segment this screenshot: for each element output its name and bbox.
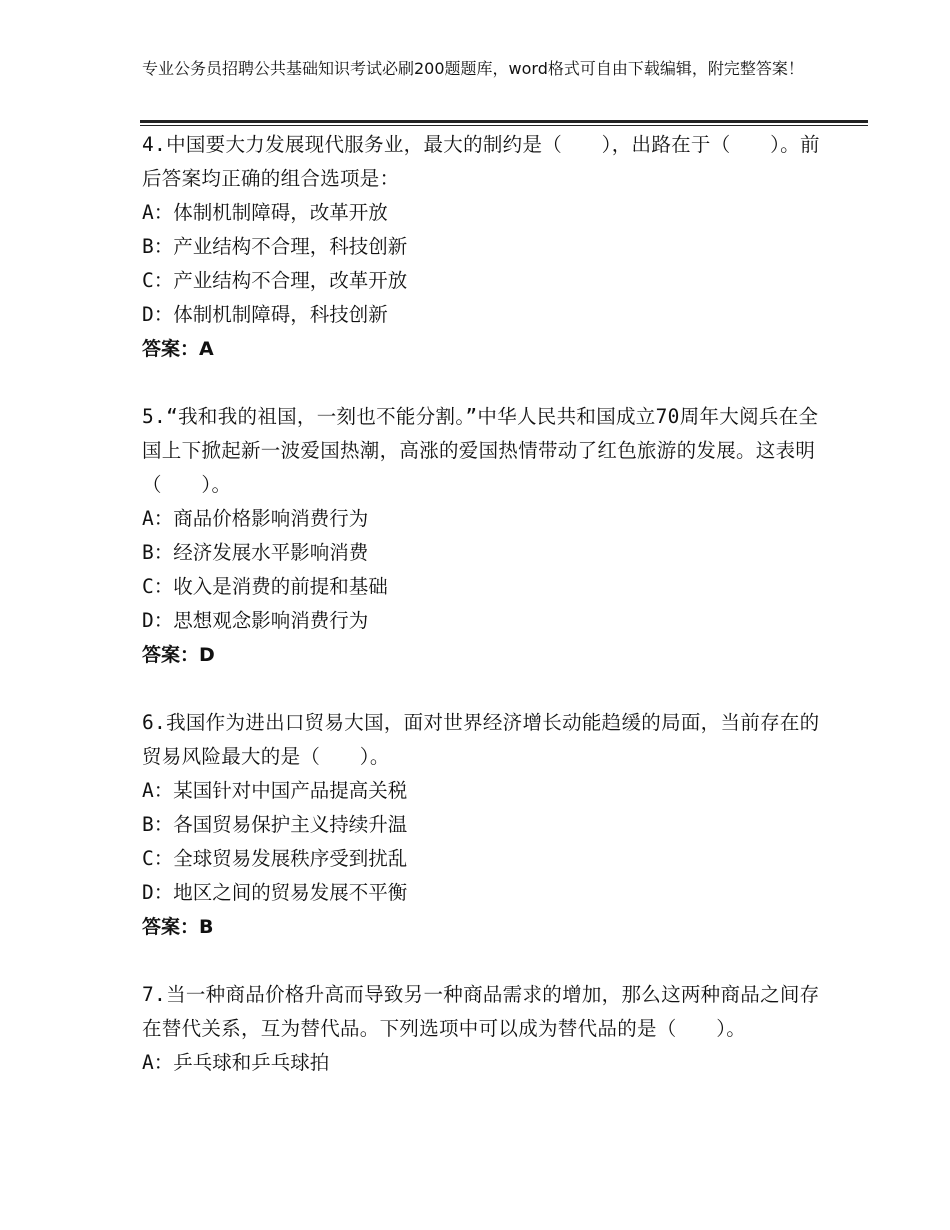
- option-d: D：思想观念影响消费行为: [142, 609, 369, 632]
- option-b: B：经济发展水平影响消费: [142, 541, 369, 564]
- option-c: C：产业结构不合理，改革开放: [142, 269, 408, 292]
- header-divider-thick: [140, 120, 868, 123]
- question-text: 5.“我和我的祖国，一刻也不能分割。”中华人民共和国成立70周年大阅兵在全国上下掀起新一波爱国热潮，高涨的爱国热情带动了红色旅游的发展。这表明（ ）。: [142, 405, 819, 496]
- question-5: [142, 400, 832, 672]
- option-a: A：某国针对中国产品提高关税: [142, 779, 408, 802]
- option-d: D：地区之间的贸易发展不平衡: [142, 881, 408, 904]
- document-header: 专业公务员招聘公共基础知识考试必刷200题题库，word格式可自由下载编辑，附完整答案！: [142, 59, 804, 78]
- question-list: [142, 128, 832, 1114]
- option-c: C：全球贸易发展秩序受到扰乱: [142, 847, 408, 870]
- question-6: [142, 706, 832, 944]
- option-c: C：收入是消费的前提和基础: [142, 575, 388, 598]
- option-a: A：乒乓球和乒乓球拍: [142, 1051, 330, 1074]
- answer-label: 答案：D: [142, 644, 215, 666]
- question-text: 6.我国作为进出口贸易大国，面对世界经济增长动能趋缓的局面，当前存在的贸易风险最大的是（ ）。: [142, 711, 820, 768]
- option-b: B：产业结构不合理，科技创新: [142, 235, 408, 258]
- option-d: D：体制机制障碍，科技创新: [142, 303, 388, 326]
- option-b: B：各国贸易保护主义持续升温: [142, 813, 408, 836]
- question-7: [142, 978, 832, 1080]
- header-divider-thin: [140, 125, 868, 126]
- option-a: A：商品价格影响消费行为: [142, 507, 369, 530]
- question-text: 7.当一种商品价格升高而导致另一种商品需求的增加，那么这两种商品之间存在替代关系，互为替代品。下列选项中可以成为替代品的是（ ）。: [142, 983, 820, 1040]
- question-4: [142, 128, 832, 366]
- option-a: A：体制机制障碍，改革开放: [142, 201, 388, 224]
- answer-label: 答案：A: [142, 338, 214, 360]
- question-text: 4.中国要大力发展现代服务业，最大的制约是（ ），出路在于（ ）。前后答案均正确的组合选项是：: [142, 133, 820, 190]
- answer-label: 答案：B: [142, 916, 214, 938]
